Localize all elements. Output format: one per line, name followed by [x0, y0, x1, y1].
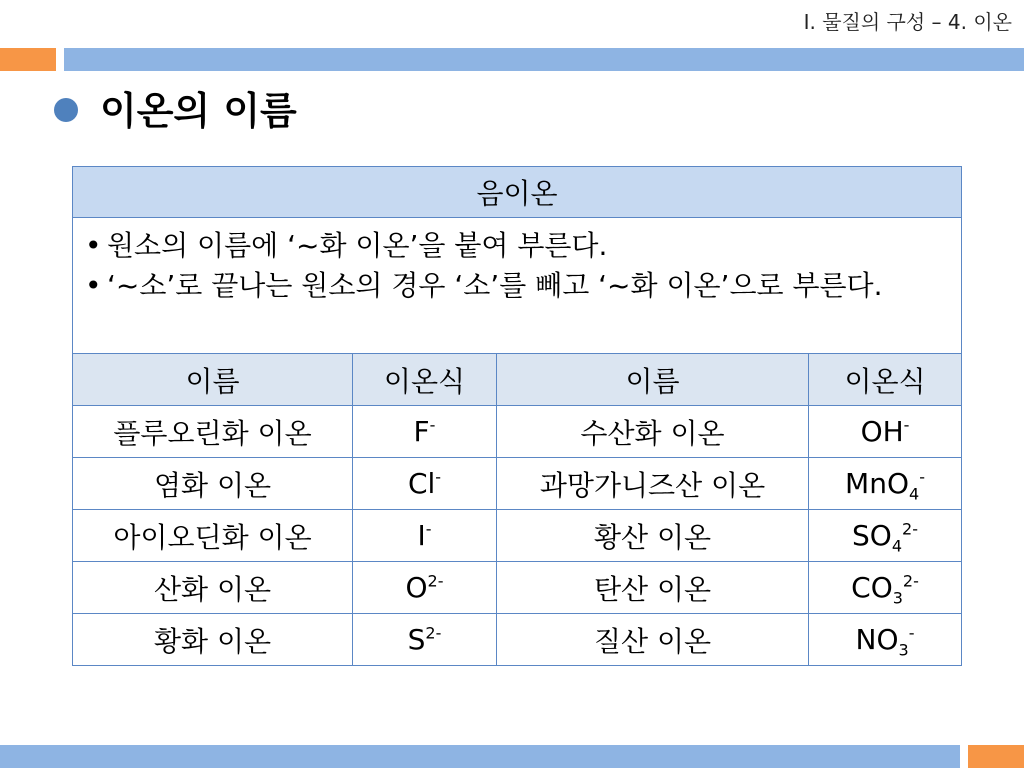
description-item [85, 226, 951, 266]
formula-charge: 2- [425, 623, 442, 643]
ion-name: 탄산 이온 [497, 562, 809, 614]
formula-charge: 2- [902, 571, 919, 591]
formula-subscript: 3 [898, 640, 909, 660]
description-text: 원소의 이름에 ‘~화 이온’을 붙여 부른다. [107, 229, 608, 262]
formula-base: SO [852, 519, 892, 552]
bullet-dot-icon: • [85, 229, 102, 262]
description-cell [73, 218, 962, 354]
ion-formula [353, 406, 497, 458]
ion-name: 산화 이온 [73, 562, 353, 614]
ion-formula [809, 510, 962, 562]
formula-charge: - [908, 623, 915, 643]
ion-name: 과망가니즈산 이온 [497, 458, 809, 510]
ion-formula [353, 614, 497, 666]
column-header-formula: 이온식 [809, 354, 962, 406]
ion-name: 아이오딘화 이온 [73, 510, 353, 562]
ion-formula [809, 406, 962, 458]
bullet-circle-icon [54, 98, 78, 122]
formula-base: F [413, 415, 430, 448]
table-row [73, 510, 962, 562]
table-row [73, 562, 962, 614]
ion-name: 수산화 이온 [497, 406, 809, 458]
ion-formula [809, 562, 962, 614]
bullet-dot-icon: • [85, 269, 102, 302]
table-row [73, 458, 962, 510]
formula-base: S [407, 623, 426, 656]
formula-charge: - [425, 519, 432, 539]
table-row [73, 614, 962, 666]
formula-charge: 2- [902, 519, 918, 539]
ion-formula [353, 458, 497, 510]
column-header-formula: 이온식 [353, 354, 497, 406]
formula-subscript: 4 [891, 536, 903, 556]
ion-name: 질산 이온 [497, 614, 809, 666]
formula-charge: - [919, 467, 925, 487]
ion-formula [353, 562, 497, 614]
ion-formula [353, 510, 497, 562]
formula-subscript: 3 [892, 588, 903, 608]
ion-name: 플루오린화 이온 [73, 406, 353, 458]
breadcrumb: Ⅰ. 물질의 구성 – 4. 이온 [803, 10, 1012, 34]
formula-base: O [405, 571, 428, 604]
table-row [73, 406, 962, 458]
top-orange-bar [0, 48, 56, 71]
formula-base: OH [860, 415, 904, 448]
formula-subscript: 4 [909, 484, 920, 504]
column-header-name: 이름 [73, 354, 353, 406]
ion-name: 황화 이온 [73, 614, 353, 666]
ion-name: 황산 이온 [497, 510, 809, 562]
description-item [85, 266, 951, 306]
formula-charge: 2- [427, 571, 444, 591]
formula-base: Cl [407, 467, 436, 500]
top-blue-bar [64, 48, 1024, 71]
formula-charge: - [903, 415, 910, 435]
column-header-name: 이름 [497, 354, 809, 406]
page-title: 이온의 이름 [100, 89, 297, 133]
formula-base: NO [855, 623, 899, 656]
description-text: ‘~소’로 끝나는 원소의 경우 ‘소’를 빼고 ‘~화 이온’으로 부른다. [107, 269, 883, 302]
table-header: 음이온 [73, 167, 962, 218]
formula-base: I [417, 519, 426, 552]
ion-formula [809, 614, 962, 666]
bottom-orange-bar [968, 745, 1024, 768]
ion-formula [809, 458, 962, 510]
formula-base: CO [851, 571, 893, 604]
formula-charge: - [435, 467, 442, 487]
formula-charge: - [429, 415, 436, 435]
anion-table [72, 166, 962, 666]
bottom-blue-bar [0, 745, 960, 768]
ion-name: 염화 이온 [73, 458, 353, 510]
formula-base: MnO [845, 467, 909, 500]
